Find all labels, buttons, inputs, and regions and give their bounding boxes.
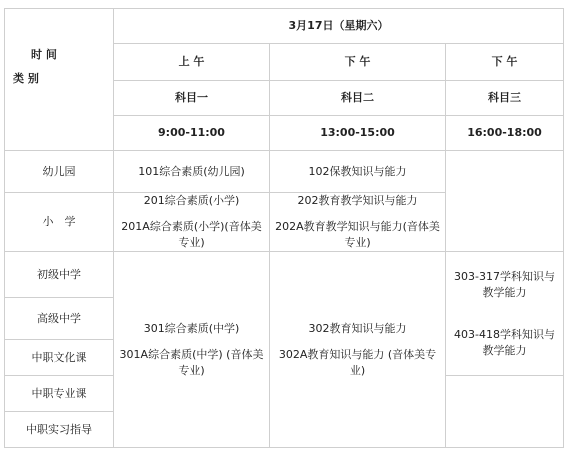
primary-subject-2-line-1: 202教育教学知识与能力 [297, 194, 418, 207]
category-senior-high: 高级中学 [5, 298, 114, 340]
period-header-2: 下 午 [270, 44, 446, 81]
primary-subject-1-line-1: 201综合素质(小学) [143, 194, 240, 207]
cell-secondary-subject-1 [114, 252, 270, 448]
category-vocational-professional: 中职专业课 [5, 376, 114, 412]
subject-header-2: 科目二 [270, 81, 446, 116]
corner-category-label: 类 别 [13, 72, 39, 85]
secondary-subject-3-line-1: 303-317学科知识与教学能力 [454, 269, 555, 299]
secondary-subject-1-line-2: 301A综合素质(中学) (音体美专业) [119, 347, 264, 377]
cell-kindergarten-subject-2: 102保教知识与能力 [270, 151, 446, 193]
time-header-3: 16:00-18:00 [446, 116, 564, 151]
exam-schedule-table [4, 8, 564, 448]
cell-empty-subject-3 [446, 151, 564, 252]
secondary-subject-2-line-1: 302教育知识与能力 [308, 321, 407, 335]
period-header-3: 下 午 [446, 44, 564, 81]
cell-primary-subject-1 [114, 193, 270, 252]
subject-header-3: 科目三 [446, 81, 564, 116]
cell-kindergarten-subject-1: 101综合素质(幼儿园) [114, 151, 270, 193]
category-vocational-culture: 中职文化课 [5, 340, 114, 376]
secondary-subject-1-line-1: 301综合素质(中学) [143, 321, 240, 335]
corner-time-label: 时 间 [31, 48, 57, 61]
time-header-2: 13:00-15:00 [270, 116, 446, 151]
table-row [5, 151, 564, 193]
secondary-subject-2-line-2: 302A教育知识与能力 (音体美专业) [278, 347, 437, 377]
table-row [5, 252, 564, 298]
subject-header-1: 科目一 [114, 81, 270, 116]
date-header: 3月17日（星期六） [114, 9, 564, 44]
category-primary: 小 学 [5, 193, 114, 252]
cell-secondary-subject-2 [270, 252, 446, 448]
corner-header-cell [5, 9, 114, 151]
cell-empty-vocational-subject-3 [446, 376, 564, 448]
period-header-1: 上 午 [114, 44, 270, 81]
cell-primary-subject-2 [270, 193, 446, 252]
category-vocational-practice: 中职实习指导 [5, 412, 114, 448]
secondary-subject-3-line-2: 403-418学科知识与教学能力 [454, 327, 555, 357]
primary-subject-1-line-2: 201A综合素质(小学)(音体美专业) [121, 220, 262, 249]
category-kindergarten: 幼儿园 [5, 151, 114, 193]
category-junior-high: 初级中学 [5, 252, 114, 298]
cell-secondary-subject-3 [446, 252, 564, 376]
time-header-1: 9:00-11:00 [114, 116, 270, 151]
primary-subject-2-line-2: 202A教育教学知识与能力(音体美专业) [275, 220, 440, 249]
